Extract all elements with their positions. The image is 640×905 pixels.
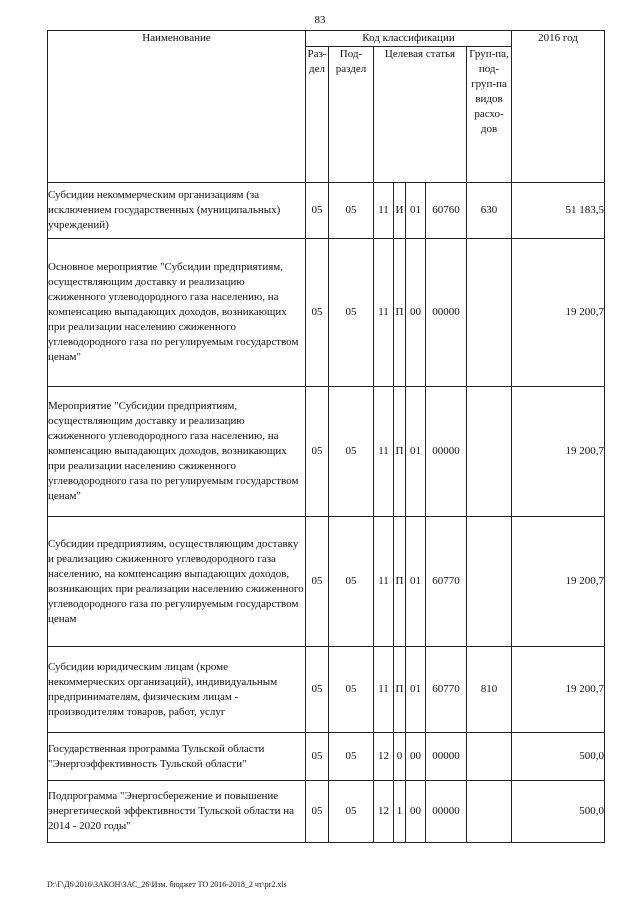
- row-name: Подпрограмма "Энергосбережение и повышение энергетической эффективности Тульской области на 2014 - 2020 годы": [48, 781, 306, 843]
- row-target-subprogram: 1: [394, 781, 406, 843]
- row-target-event: 01: [406, 647, 426, 733]
- row-subsection: 05: [329, 647, 374, 733]
- row-section: 05: [306, 183, 329, 239]
- header-name: Наименование: [48, 31, 306, 183]
- row-target-subprogram: П: [394, 647, 406, 733]
- row-expense-group: [467, 387, 512, 517]
- row-name: Основное мероприятие "Субсидии предприятиям, осуществляющим доставку и реализацию сжиженного углеводородного газа населению, на компенсацию выпадающих доходов, возникающих при реализации населению сжиженного углеводородного газа по регулируемым государством ценам": [48, 239, 306, 387]
- row-name: Государственная программа Тульской области "Энергоэффективность Тульской области": [48, 733, 306, 781]
- header-target-article: Целевая статья: [374, 47, 467, 183]
- row-target-event: 01: [406, 387, 426, 517]
- row-target-program: 11: [374, 239, 394, 387]
- row-expense-group: [467, 733, 512, 781]
- file-path: D:\Г\Д6\2016\ЗАКОН\ЗАС_26\Изм. бюджет ТО 2016-2018_2 чт\pr2.xls: [47, 880, 287, 889]
- row-target-direction: 00000: [426, 387, 467, 517]
- row-subsection: 05: [329, 517, 374, 647]
- row-target-event: 00: [406, 781, 426, 843]
- row-target-program: 11: [374, 387, 394, 517]
- row-section: 05: [306, 387, 329, 517]
- row-section: 05: [306, 647, 329, 733]
- table-row: [48, 517, 605, 647]
- row-expense-group: [467, 239, 512, 387]
- row-expense-group: 810: [467, 647, 512, 733]
- row-expense-group: [467, 781, 512, 843]
- row-subsection: 05: [329, 387, 374, 517]
- row-target-direction: 60760: [426, 183, 467, 239]
- table-body: [48, 183, 605, 843]
- row-amount: 500,0: [512, 781, 605, 843]
- row-target-event: 01: [406, 517, 426, 647]
- row-target-event: 00: [406, 733, 426, 781]
- row-name: Субсидии некоммерческим организациям (за исключением государственных (муниципальных) учреждений): [48, 183, 306, 239]
- table-row: [48, 733, 605, 781]
- row-name: Субсидии юридическим лицам (кроме некоммерческих организаций), индивидуальным предпринимателям, физическим лицам - производителям товаров, работ, услуг: [48, 647, 306, 733]
- row-subsection: 05: [329, 183, 374, 239]
- header-year: 2016 год: [512, 31, 605, 183]
- row-subsection: 05: [329, 781, 374, 843]
- row-name: Субсидии предприятиям, осуществляющим доставку и реализацию сжиженного углеводородного газа населению, на компенсацию выпадающих доходов, возникающих при реализации населению сжиженного углеводородного газа по регулируемым государством ценам: [48, 517, 306, 647]
- page-number: 83: [314, 14, 326, 26]
- row-target-program: 11: [374, 183, 394, 239]
- table-row: [48, 183, 605, 239]
- row-target-program: 12: [374, 733, 394, 781]
- table-row: [48, 387, 605, 517]
- row-subsection: 05: [329, 239, 374, 387]
- row-target-subprogram: П: [394, 387, 406, 517]
- row-target-direction: 00000: [426, 239, 467, 387]
- row-section: 05: [306, 781, 329, 843]
- row-amount: 19 200,7: [512, 517, 605, 647]
- row-amount: 19 200,7: [512, 647, 605, 733]
- table-row: [48, 647, 605, 733]
- row-target-direction: 60770: [426, 647, 467, 733]
- row-target-direction: 60770: [426, 517, 467, 647]
- row-target-subprogram: 0: [394, 733, 406, 781]
- row-target-program: 11: [374, 517, 394, 647]
- row-target-subprogram: П: [394, 239, 406, 387]
- row-amount: 19 200,7: [512, 387, 605, 517]
- row-name: Мероприятие "Субсидии предприятиям, осуществляющим доставку и реализацию сжиженного углеводородного газа населению, на компенсацию выпадающих доходов, возникающих при реализации населению сжиженного углеводородного газа по регулируемым государством ценам": [48, 387, 306, 517]
- budget-table: [47, 30, 605, 843]
- header-subsection: Под-раздел: [329, 47, 374, 183]
- row-target-program: 11: [374, 647, 394, 733]
- table-row: [48, 239, 605, 387]
- header-code-classification: Код классификации: [306, 31, 512, 47]
- header-expense-group: Груп-па, под-груп-па видов расхо-дов: [467, 47, 512, 183]
- row-amount: 500,0: [512, 733, 605, 781]
- row-expense-group: 630: [467, 183, 512, 239]
- row-target-direction: 00000: [426, 733, 467, 781]
- row-section: 05: [306, 733, 329, 781]
- row-target-direction: 00000: [426, 781, 467, 843]
- table-row: [48, 781, 605, 843]
- row-section: 05: [306, 239, 329, 387]
- row-target-event: 01: [406, 183, 426, 239]
- row-amount: 19 200,7: [512, 239, 605, 387]
- row-target-subprogram: П: [394, 517, 406, 647]
- row-expense-group: [467, 517, 512, 647]
- row-section: 05: [306, 517, 329, 647]
- row-subsection: 05: [329, 733, 374, 781]
- row-amount: 51 183,5: [512, 183, 605, 239]
- row-target-subprogram: И: [394, 183, 406, 239]
- header-section: Раз-дел: [306, 47, 329, 183]
- row-target-program: 12: [374, 781, 394, 843]
- row-target-event: 00: [406, 239, 426, 387]
